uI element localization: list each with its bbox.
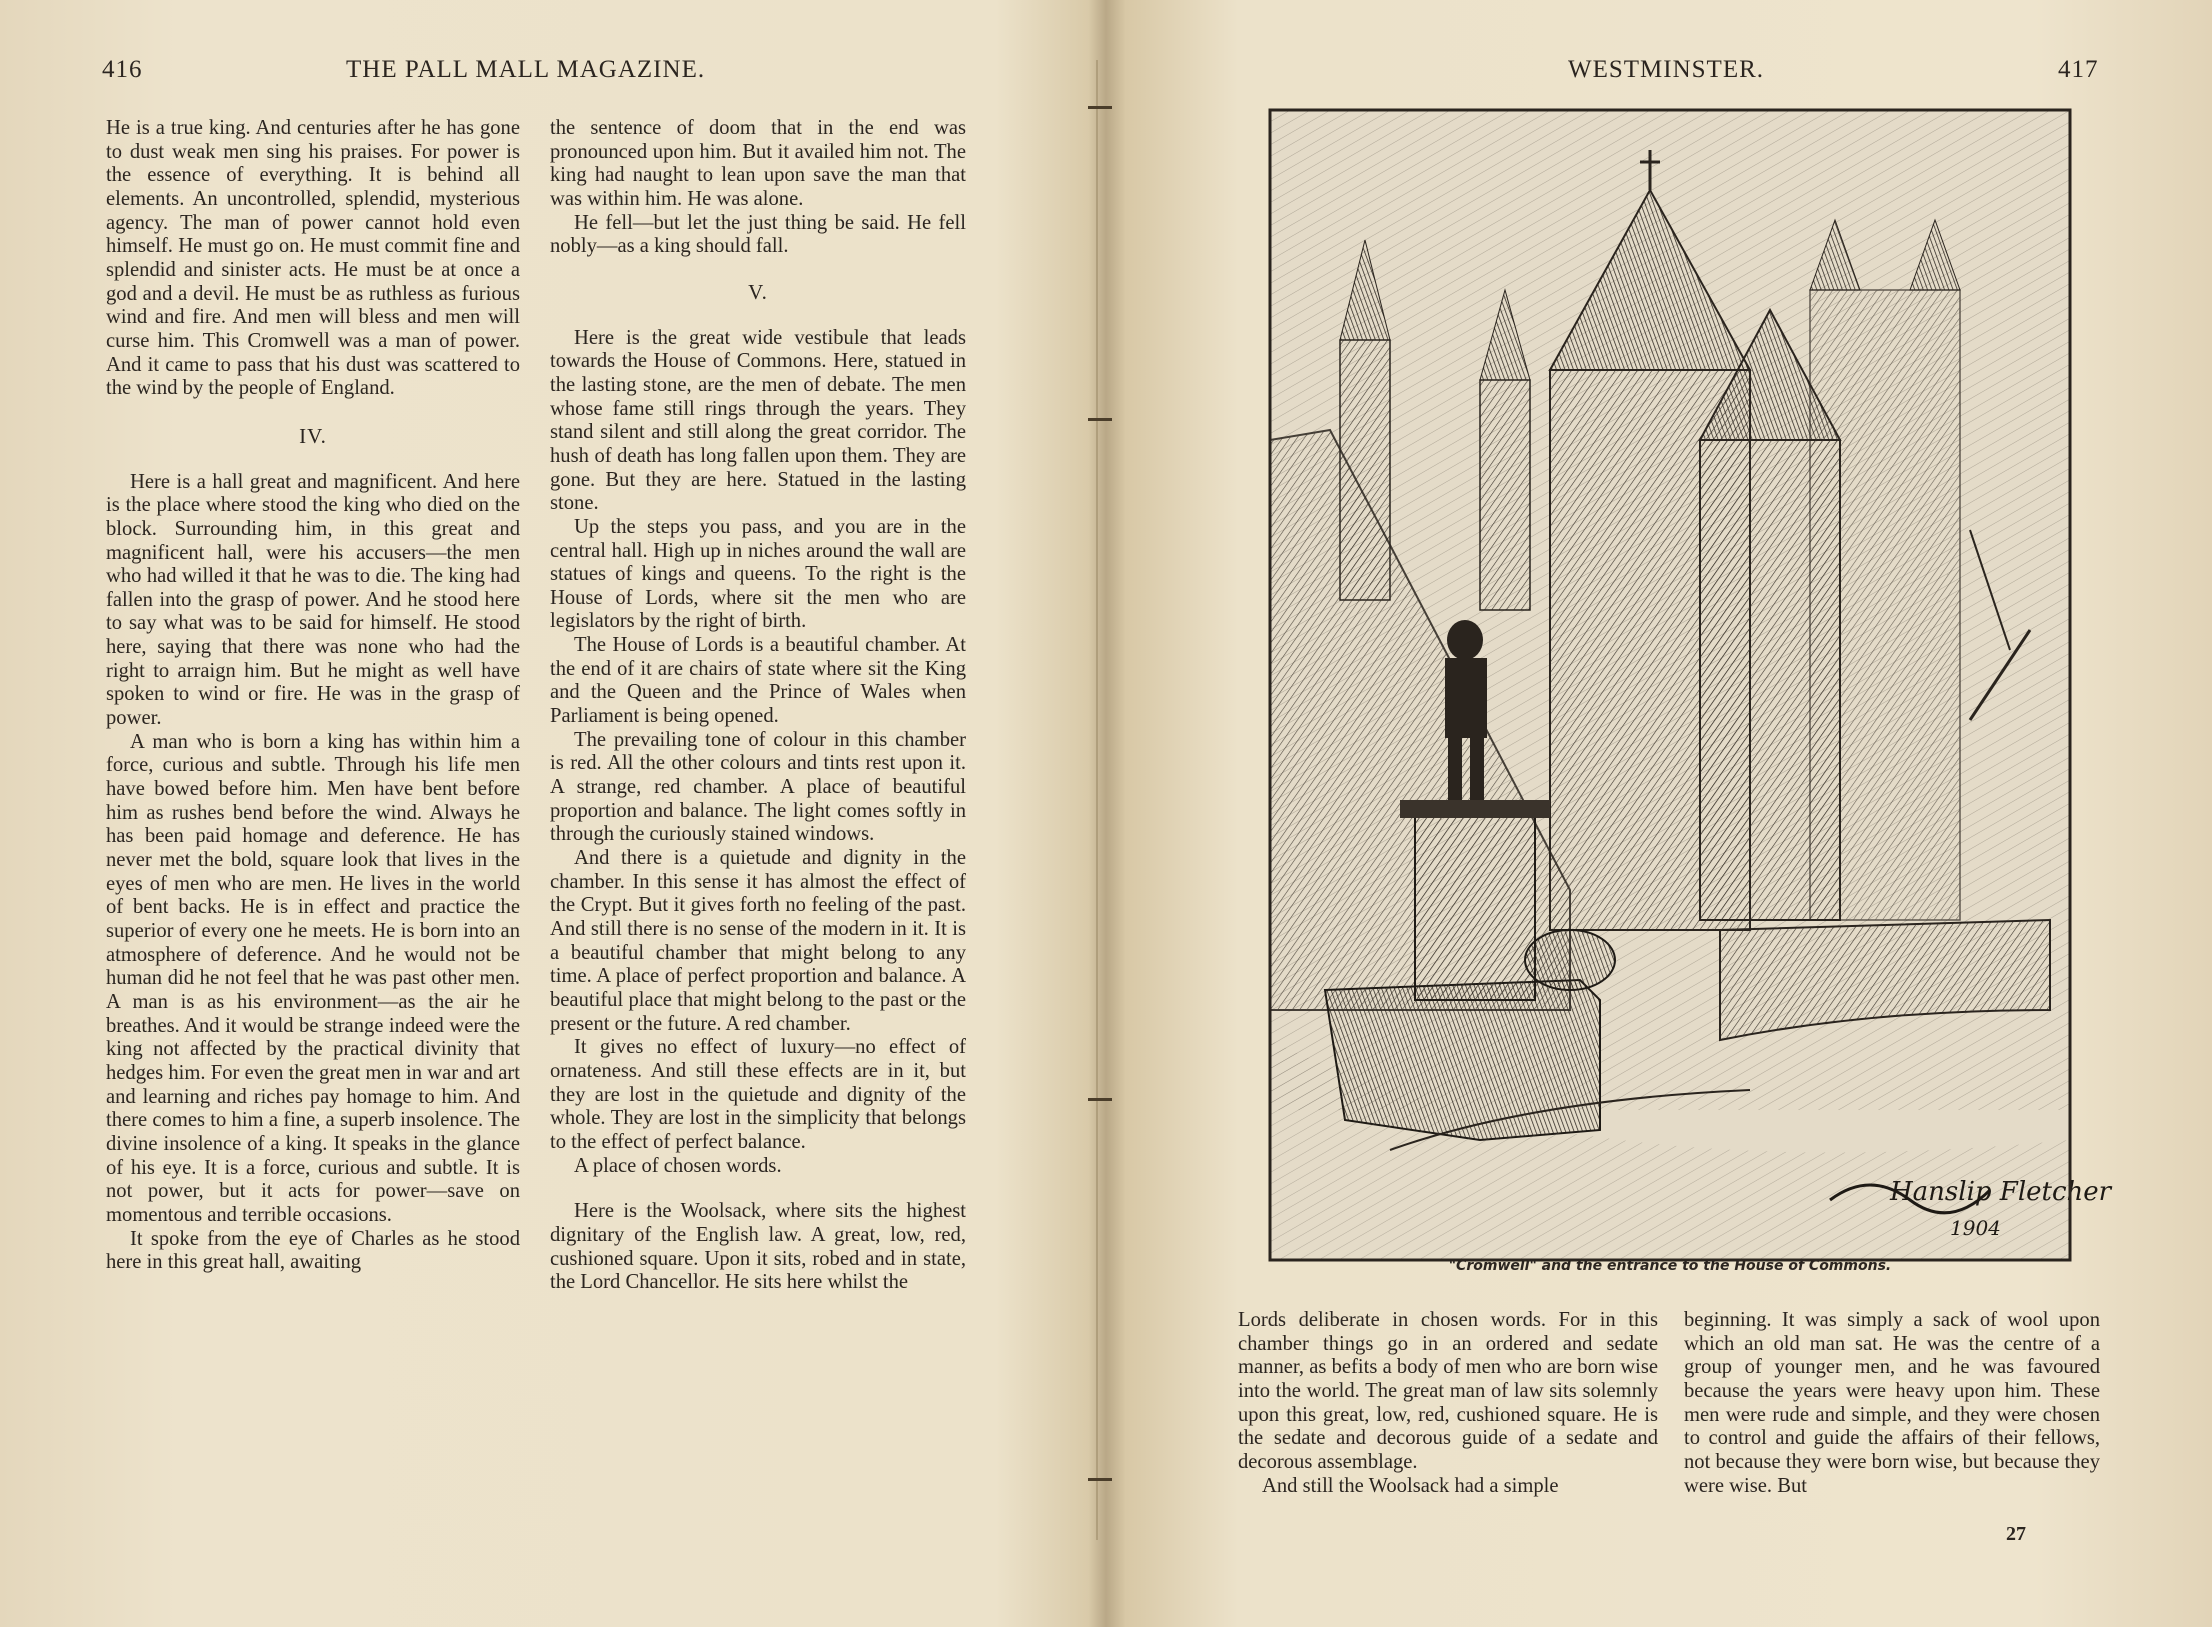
page-number-right: 417 (2058, 56, 2099, 83)
paragraph: He is a true king. And centuries after he has gone to dust weak men sing his praises. For power is the essence of everything. It is behind all elements. An uncontrolled, splendid, mysterious agency. The man of power cannot hold even himself. He must go on. He must commit fine and splendid and sinister acts. He must be at once a god and a devil. He must be as ruthless as furious wind and fire. And men will bless and men will curse him. This Cromwell was a man of power. And it came to pass that his dust was scattered to the wind by the people of England. (106, 117, 520, 400)
artist-signature: Hanslip Fletcher (1890, 1177, 2112, 1207)
paragraph: Here is the Woolsack, where sits the highest dignitary of the English law. A great, low, red, cushioned square. Upon it sits, robed and in state, the Lord Chancellor. He sits here whilst the (550, 1200, 966, 1294)
paragraph: The House of Lords is a beautiful chamber. At the end of it are chairs of state where sit the King and the Queen and the Prince of Wales when Parliament is being opened. (550, 634, 966, 728)
right-page-column-1 (1238, 1309, 1658, 1498)
left-page-column-1 (106, 117, 520, 1275)
page-number-left: 416 (102, 56, 143, 83)
binding-stitch (1088, 418, 1112, 421)
left-page-column-2 (550, 117, 966, 1295)
binding-stitch (1088, 1098, 1112, 1101)
paragraph: Here is a hall great and magnificent. And here is the place where stood the king who died on the block. Surrounding him, in this great and magnificent hall, were his accusers—the men who had willed it that he was to die. The king had fallen into the grasp of power. And he stood here to say what was to be said for himself. He stood here, saying that there was none who had the right to arraign him. But he might as well have spoken to wind or fire. He was in the grasp of power. (106, 470, 520, 730)
signature-mark: 27 (2006, 1523, 2026, 1545)
section-heading: IV. (299, 423, 327, 448)
paragraph: It spoke from the eye of Charles as he stood here in this great hall, awaiting (106, 1227, 520, 1274)
binding-stitch (1088, 106, 1112, 109)
illustration-caption: "Cromwell" and the entrance to the House of Commons. (1448, 1258, 1892, 1274)
paragraph: Here is the great wide vestibule that leads towards the House of Commons. Here, statued in the lasting stone, are the men of debate. The men whose fame still rings through the years. They stand silent and still along the great corridor. The hush of death has long fallen upon them. They are gone. But they are here. Statued in the lasting stone. (550, 326, 966, 515)
paragraph: And there is a quietude and dignity in the chamber. In this sense it has almost the effect of the Crypt. But it gives forth no feeling of the past. And still there is no sense of the modern in it. It is a beautiful chamber that might belong to any time. A place of perfect proportion and balance. A beautiful place that might belong to the past or the present or the future. A red chamber. (550, 847, 966, 1035)
paragraph: Lords deliberate in chosen words. For in this chamber things go in an ordered and sedate manner, as befits a body of men who are born wise into the world. The great man of law sits solemnly upon this great, low, red, cushioned square. He is the sedate and decorous guide of a sedate and decorous assemblage. (1238, 1309, 1658, 1473)
right-page-column-2 (1684, 1309, 2100, 1498)
paragraph: the sentence of doom that in the end was pronounced upon him. But it availed him not. The king had naught to lean upon save the man that was within him. He was alone. (550, 117, 966, 210)
binding-stitch (1088, 1478, 1112, 1481)
paragraph: beginning. It was simply a sack of wool upon which an old man sat. He was the centre of a group of younger men, and he was favoured because the years were heavy upon him. These men were rude and simple, and they were chosen to control and guide the affairs of their fellows, not because they were born wise, but because they were wise. But (1684, 1309, 2100, 1497)
paragraph: It gives no effect of luxury—no effect of ornateness. And still these effects are in it, but they are lost in the quietude and dignity of the whole. They are lost in the simplicity that belongs to the effect of perfect balance. (550, 1036, 966, 1153)
cromwell-statue-illustration (1270, 110, 2112, 1260)
paragraph: He fell—but let the just thing be said. He fell nobly—as a king should fall. (550, 211, 966, 258)
paragraph: A place of chosen words. (574, 1154, 782, 1177)
paragraph: The prevailing tone of colour in this chamber is red. All the other colours and tints rest upon it. A strange, red chamber. A place of beautiful proportion and balance. The light comes softly in through the curiously stained windows. (550, 728, 966, 846)
gutter (1096, 60, 1098, 1540)
artist-year: 1904 (1950, 1216, 2001, 1240)
section-heading: V. (748, 279, 768, 304)
paragraph: Up the steps you pass, and you are in the central hall. High up in niches around the wall are statues of kings and queens. To the right is the House of Lords, where sit the men who are legislators by the right of birth. (550, 515, 966, 633)
running-head-left: THE PALL MALL MAGAZINE. (346, 56, 706, 83)
paragraph: A man who is born a king has within him a force, curious and subtle. Through his life men have bowed before him. Men have bent before him as rushes bend before the wind. Always he has been paid homage and deference. He has never met the bold, square look that lives in the eyes of men who are men. He lives in the world of bent backs. He is in effect and practice the superior of every one he meets. He is born into an atmosphere of deference. And he would not be human did he not feel that he was past other men. A man is as his environment—as the air he breathes. And it would be strange indeed were the king not affected by the practical divinity that hedges him. For even the great men in war and art and learning and riches pay homage to him. And there comes to him a fine, a superb insolence. The divine insolence of a king. It speaks in the glance of his eye. It is a force, curious and subtle. It is not power, but it acts for power—save on momentous and terrible occasions. (106, 730, 520, 1226)
running-head-right: WESTMINSTER. (1568, 56, 1765, 83)
paragraph: And still the Woolsack had a simple (1262, 1474, 1559, 1497)
